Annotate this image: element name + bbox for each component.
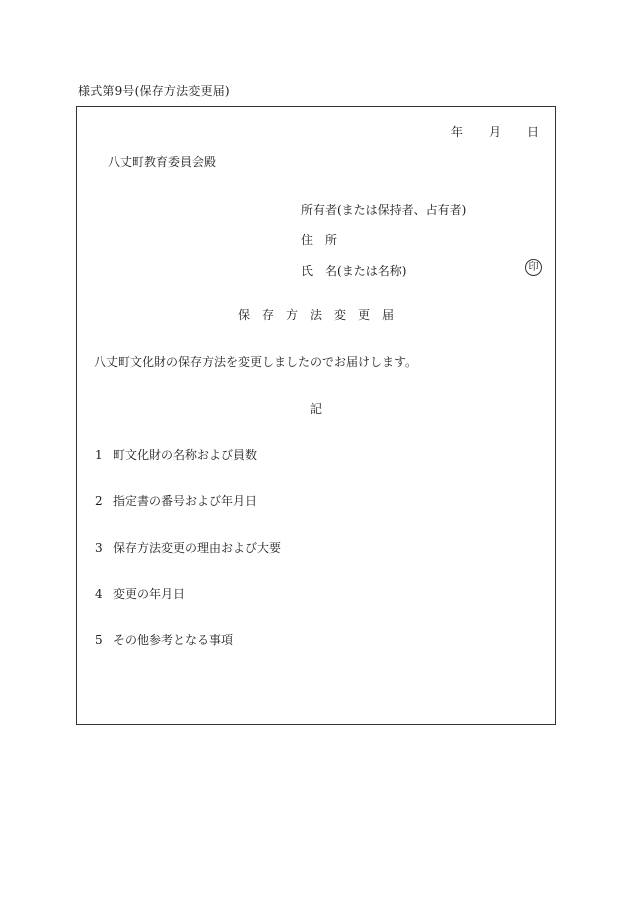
date-year: 年 [450,125,463,139]
item-text: 指定書の番号および年月日 [113,494,258,508]
item-text: その他参考となる事項 [113,633,234,647]
list-item [95,585,185,602]
intro-text: 八丈町文化財の保存方法を変更しましたのでお届けします。 [94,355,418,369]
address-label: 住所 [301,233,350,247]
ki-heading: 記 [309,402,322,416]
date-day: 日 [526,125,539,139]
date-month: 月 [488,125,501,139]
owner-title: 所有者(または保持者、占有者) [301,203,467,217]
item-number: 2 [95,494,103,508]
form-label: 様式第9号(保存方法変更届) [78,84,230,98]
list-item [95,446,257,463]
form-frame [76,106,556,725]
addressee: 八丈町教育委員会殿 [108,155,217,169]
item-text: 町文化財の名称および員数 [113,448,258,462]
item-text: 保存方法変更の理由および大要 [113,541,282,555]
item-number: 1 [95,448,103,462]
name-label-part2: 名(または名称) [325,264,407,278]
list-item [95,539,281,556]
item-number: 5 [95,633,103,647]
list-item [95,492,257,509]
name-label-part1: 氏 [301,264,326,278]
item-number: 3 [95,541,103,555]
list-item [95,631,233,648]
seal-icon: 印 [525,259,542,276]
name-label [301,262,406,279]
document-title: 保存方法変更届 [237,308,406,322]
date-line [451,123,539,140]
item-text: 変更の年月日 [113,587,186,601]
item-number: 4 [95,587,103,601]
